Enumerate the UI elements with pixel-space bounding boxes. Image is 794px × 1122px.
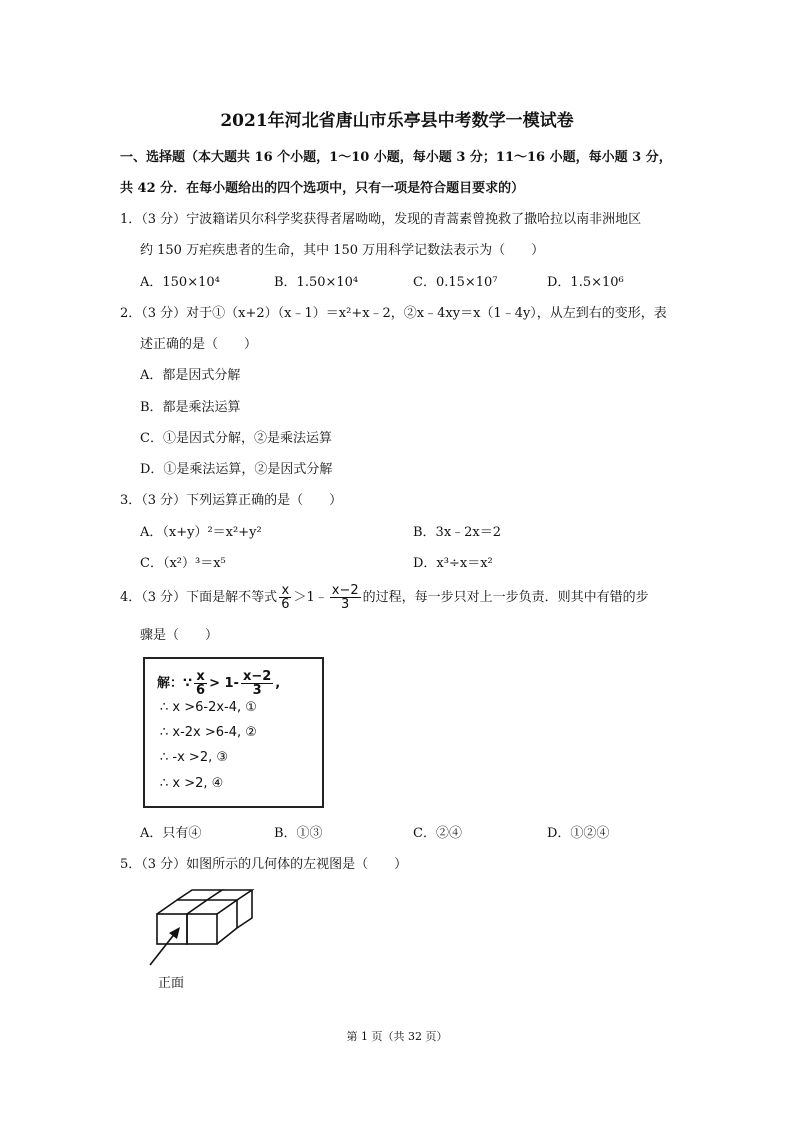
question-2-line1: 2．（3 分）对于①（x+2）（x﹣1）＝x²+x﹣2，②x﹣4xy＝x（1﹣4y），从左到右的变形，表 [120, 306, 667, 321]
solution-step-1: ∴ x >6-2x-4, ① [160, 700, 257, 715]
question-2-line2: 述正确的是（ ） [140, 337, 258, 352]
top-face-1 [157, 900, 207, 914]
question-3-line1: 3．（3 分）下列运算正确的是（ ） [120, 493, 343, 508]
solution-step-2: ∴ x-2x >6-4, ② [160, 725, 257, 740]
question-2-option-c[interactable]: C．①是因式分解，②是乘法运算 [140, 431, 332, 446]
front-cube-face-1 [157, 914, 187, 944]
solution-step-3: ∴ -x >2, ③ [160, 750, 229, 765]
solution-fraction-2 [241, 670, 273, 697]
question-3-option-d[interactable]: D．x³÷x＝x² [413, 556, 493, 571]
question-1-option-b[interactable]: B．1.50×10⁴ [274, 275, 359, 290]
solution-fraction-1-num: x [194, 670, 207, 684]
top-face-2 [207, 900, 237, 914]
solution-fraction-1 [194, 670, 207, 697]
question-4-line1 [120, 584, 649, 611]
question-2-option-a[interactable]: A．都是因式分解 [140, 368, 241, 383]
question-2-option-d[interactable]: D．①是乘法运算，②是因式分解 [140, 462, 333, 477]
section-heading-line1: 一、选择题（本大题共 16 个小题，1～10 小题，每小题 3 分；11～16 小题，每小题 3 分， [120, 150, 672, 165]
solution-fraction-1-den: 6 [196, 683, 206, 698]
page-title: 2021年河北省唐山市乐亭县中考数学一模试卷 [220, 111, 574, 131]
question-1-option-c[interactable]: C．0.15×10⁷ [413, 275, 498, 290]
question-3-option-c[interactable]: C．（x²）³＝x⁵ [140, 556, 226, 571]
question-4-suffix: 的过程，每一步只对上一步负责．则其中有错的步 [362, 590, 649, 605]
figure-label-front: 正面 [158, 976, 185, 991]
fraction-2-numerator: x−2 [331, 583, 359, 598]
question-4-mid: ＞1﹣ [293, 590, 328, 605]
solution-fraction-2-num: x−2 [242, 669, 272, 684]
question-4-option-a[interactable]: A．只有④ [140, 826, 202, 841]
fraction-2-denominator: 3 [341, 597, 350, 612]
question-4-line2: 骤是（ ） [140, 628, 219, 643]
question-4-option-d[interactable]: D．①②④ [547, 826, 610, 841]
solution-head: 解：∵ $\frac{x}{6}$ > 1- $\frac{x-2}{3}$ , [157, 669, 281, 698]
arrow-shaft [150, 932, 176, 965]
solution-head-label: 解：∵ [157, 676, 193, 691]
fraction-1-denominator: 6 [281, 597, 290, 612]
section-heading-line2: 共 42 分．在每小题给出的四个选项中，只有一项是符合题目要求的） [120, 181, 525, 196]
top-face-back-2 [222, 890, 252, 900]
fraction-1-numerator: x [279, 584, 291, 598]
question-1-line2: 约 150 万疟疾患者的生命，其中 150 万用科学记数法表示为（ ） [140, 243, 545, 258]
question-3-option-b[interactable]: B．3x﹣2x＝2 [413, 525, 502, 540]
solution-step-4: ∴ x >2, ④ [160, 776, 224, 791]
top-face-back [177, 890, 222, 900]
front-cube-face-2 [187, 914, 217, 944]
question-5-line1: 5．（3 分）如图所示的几何体的左视图是（ ） [120, 857, 408, 872]
question-1-option-a[interactable]: A．150×10⁴ [140, 275, 220, 290]
page-footer: 第 1 页（共 32 页） [346, 1030, 448, 1043]
solution-head-mid: > 1- [209, 676, 239, 691]
question-4-option-c[interactable]: C．②④ [413, 826, 462, 841]
question-3-option-a[interactable]: A．（x+y）²＝x²+y² [140, 525, 262, 540]
question-4-option-b[interactable]: B．①③ [274, 826, 323, 841]
arrow-head-icon [169, 927, 180, 939]
question-2-option-b[interactable]: B．都是乘法运算 [140, 400, 241, 415]
question-1-option-d[interactable]: D．1.5×10⁶ [547, 275, 624, 290]
solution-fraction-2-den: 3 [252, 683, 262, 698]
question-4-fraction-2 [330, 584, 361, 611]
question-4-prefix: 4．（3 分）下面是解不等式 [120, 590, 278, 605]
question-4-fraction-1 [279, 584, 291, 611]
question-1-line1: 1．（3 分）宁波籍诺贝尔科学奖获得者屠呦呦，发现的青蒿素曾挽救了撒哈拉以南非洲地区 [120, 212, 642, 227]
